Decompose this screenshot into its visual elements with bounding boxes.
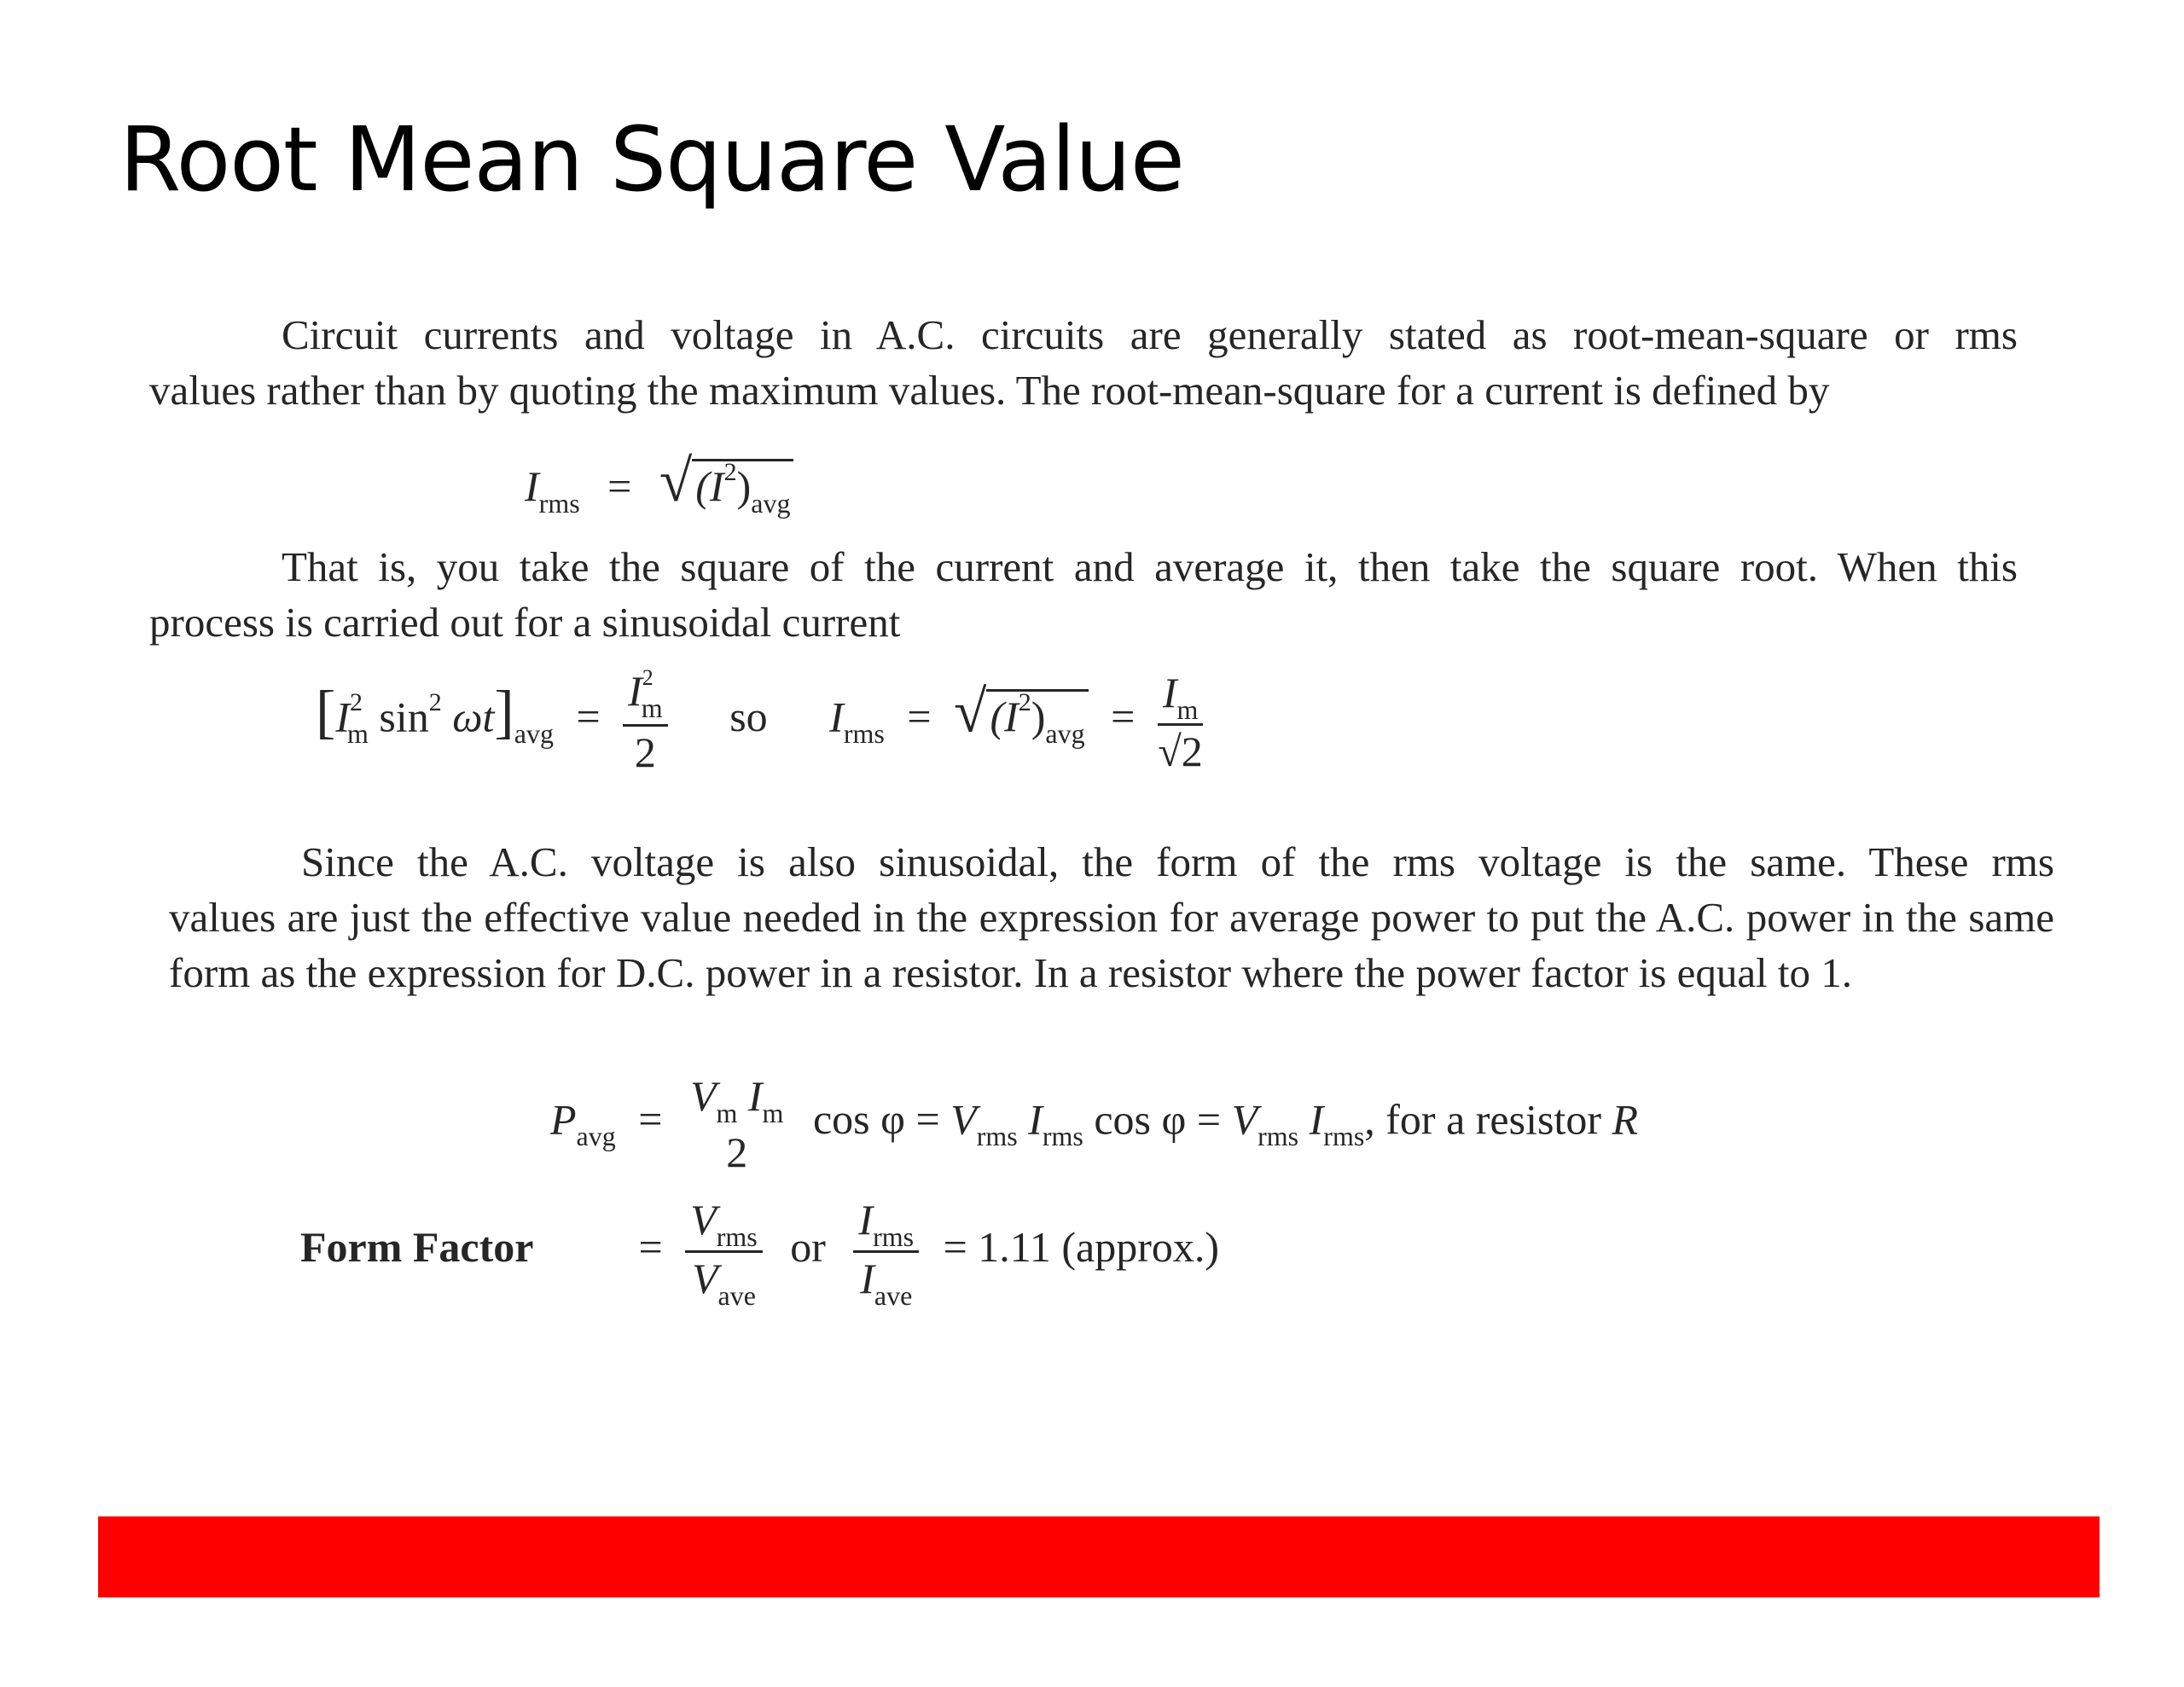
eq2-fraction-1: $\frac{I^2_m}{2}$ xyxy=(623,665,668,778)
paragraph-1-line-1: Circuit currents and voltage in A.C. circuits are generally stated as root-mean-square or rms xyxy=(282,311,2018,358)
paragraph-2-line-1: That is, you take the square of the current and average it, then take the square root. When this xyxy=(282,543,2018,590)
equation-form-factor: Form Factor = $\frac{V_{rms}}{V_{ave}}$ or $\frac{I_{rms}}{I_{ave}}$ = 1.11 (approx.) xyxy=(300,1196,1220,1311)
eq1-op: = xyxy=(607,462,632,510)
eq1-sub: rms xyxy=(538,488,580,519)
eq1-var: I xyxy=(525,462,539,510)
form-factor-label: Form Factor xyxy=(300,1222,534,1271)
eq1-sqrt-sign: √ xyxy=(659,449,693,514)
eq3-fraction: $V_m$ $I_m$ 2 xyxy=(689,1072,784,1176)
equation-sinusoidal-rms: [$I^2_m$ $\sin^2 \omega t]_{avg}$ = $\frac{I^2_m}{2}$ so $I_{rms} = √(I^2)_{avg}$ = $\frac{I_m}{√2}$ xyxy=(316,665,1203,776)
eq2-fraction-2: $\frac{I_m}{√2}$ xyxy=(1158,668,1203,775)
eq2-bracket-close: ] xyxy=(494,679,514,745)
footer-accent-bar xyxy=(98,1516,2100,1597)
paragraph-3 xyxy=(169,834,2054,1000)
paragraph-3-line-1: Since the A.C. voltage is also sinusoidal, the form of the rms voltage is the same. These rms xyxy=(301,838,2054,885)
paragraph-1-line-2: values rather than by quoting the maximum values. The root-mean-square for a current is defined by xyxy=(149,367,1830,414)
slide-title: Root Mean Square Value xyxy=(119,107,1184,212)
eq2-radicand: $(I^2)_{avg}$ xyxy=(986,689,1088,741)
paragraph-2-line-2: process is carried out for a sinusoidal current xyxy=(149,599,901,646)
paragraph-1 xyxy=(149,307,2018,418)
paragraph-3-rest: values are just the effective value needed in the expression for average power to put the A.C. power in the same form as the expression for D.C. power in a resistor. In a resistor where the power factor is equal to 1. xyxy=(169,894,2054,996)
eq2-bracket-open: [ xyxy=(316,679,336,745)
eq2-so: so xyxy=(729,693,768,741)
equation-average-power: $P_{avg}$ = $V_m$ $I_m$ 2 $\cos \varphi = V_{rms}$ $I_{rms}$ $\cos \varphi = V_{rms}$ $I_{rms}$, for a resistor R xyxy=(550,1072,1639,1176)
paragraph-2 xyxy=(149,539,2018,650)
eq4-fraction-i: $\frac{I_{rms}}{I_{ave}}$ xyxy=(853,1194,919,1309)
equation-rms-definition xyxy=(525,448,793,519)
eq4-fraction-v: $\frac{V_{rms}}{V_{ave}}$ xyxy=(685,1194,763,1309)
eq1-radicand: $(I^2)_{avg}$ xyxy=(692,459,793,511)
